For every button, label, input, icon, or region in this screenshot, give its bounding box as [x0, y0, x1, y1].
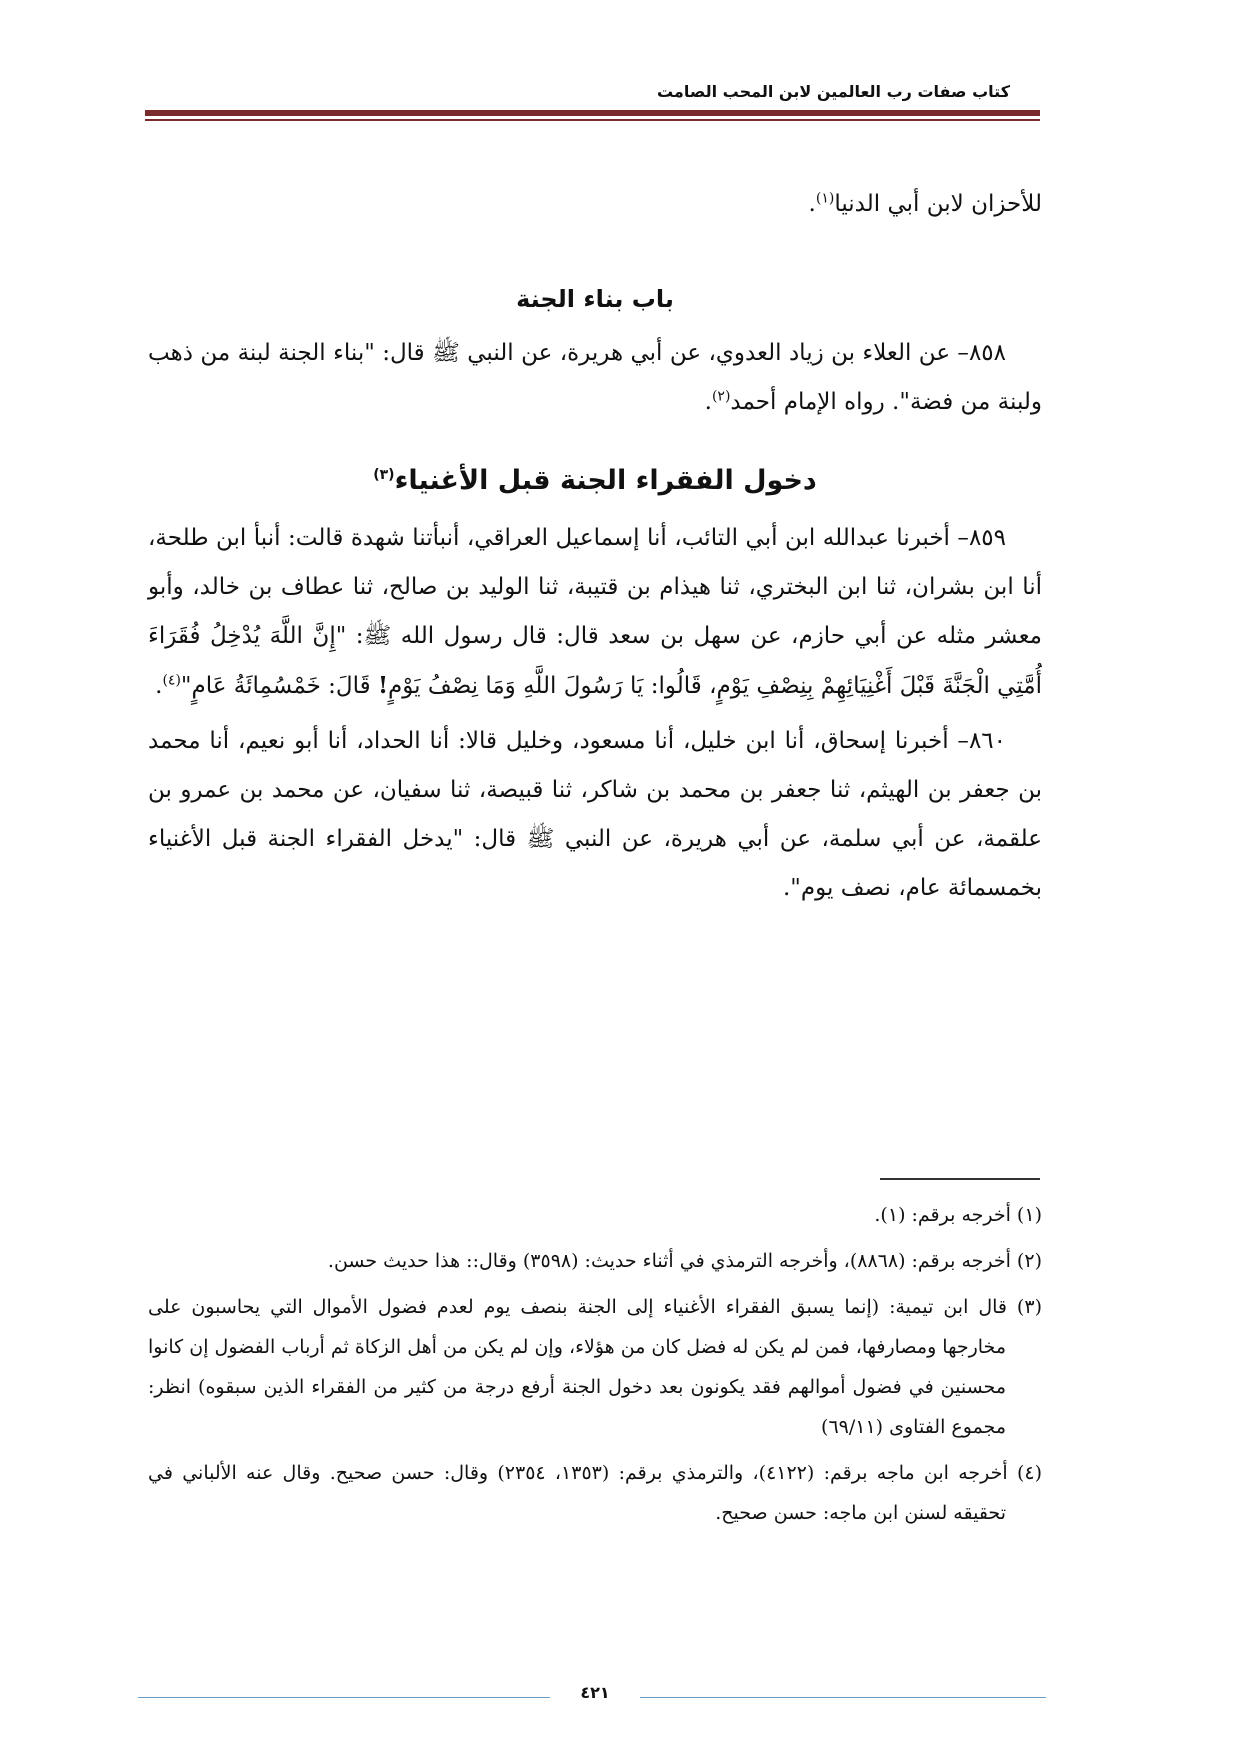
hadith-860: ٨٦٠– أخبرنا إسحاق، أنا ابن خليل، أنا مسعود، وخليل قالا: أنا الحداد، أنا أبو نعيم، أنا محمد بن جعفر بن الهيثم، ثنا جعفر بن محمد بن شاكر، ثنا قبيصة، ثنا سفيان، عن محمد بن عمرو بن علقمة، عن أبي سلمة، عن أبي هريرة، عن النبي ﷺ قال: "يدخل الفقراء الجنة قبل الأغنياء بخمسمائة عام، نصف يوم". [148, 728, 1043, 901]
section-heading-paradise-building: باب بناء الجنة [516, 285, 674, 313]
intro-paragraph [148, 180, 1042, 229]
hadith-859-text: ٨٥٩– أخبرنا عبدالله ابن أبي التائب، أنا إسماعيل العراقي، أنبأتنا شهدة قالت: أنبأ ابن طلحة، أنا ابن بشران، ثنا ابن البختري، ثنا هيذام بن قتيبة، ثنا الوليد بن صالح، ثنا عطاف بن خالد، وأبو معشر مثله عن أبي حازم، عن سهل بن سعد قال: قال رسول الله ﷺ: "إِنَّ اللَّهَ يُدْخِلُ فُقَرَاءَ أُمَّتِي الْجَنَّةَ قَبْلَ أَغْنِيَائِهِمْ بِنِصْفِ يَوْمٍ، قَالُوا: يَا رَسُولَ اللَّهِ وَمَا نِصْفُ يَوْمٍ [148, 525, 1042, 699]
hadith-858-text: ٨٥٨– عن العلاء بن زياد العدوي، عن أبي هريرة، عن النبي ﷺ قال: "بناء الجنة لبنة من ذهب ولبنة من فضة". رواه الإمام أحمد [148, 340, 1042, 415]
footer-rule-right [640, 1697, 1046, 1698]
footnote-ref-2: (٢) [711, 388, 731, 405]
hadith-858 [148, 329, 1042, 427]
footnote-ref-1: (١) [815, 190, 835, 207]
footnote-4: (٤) أخرجه ابن ماجه برقم: (٤١٢٢)، والترمذي برقم: (١٣٥٣، ٢٣٥٤) وقال: حسن صحيح. وقال عنه الألباني في تحقيقه لسنن ابن ماجه: حسن صحيح. [148, 1462, 1043, 1524]
footnote-2: (٢) أخرجه برقم: (٨٨٦٨)، وأخرجه الترمذي في أثناء حديث: (٣٥٩٨) وقال:: هذا حديث حسن. [327, 1250, 1042, 1272]
hadith-859-tail: قَالَ: خَمْسُمِائَةُ عَامٍ" [180, 673, 378, 699]
intro-text: للأحزان لابن أبي الدنيا [834, 191, 1042, 217]
hadith-859-exclamation: ! [377, 672, 389, 699]
footnote-ref-4: (٤) [162, 672, 181, 689]
footnote-ref-3: (٣) [373, 467, 395, 483]
footer-rule-left [138, 1697, 550, 1698]
page-number: ٤٢١ [580, 1683, 610, 1702]
running-header: كتاب صفات رب العالمين لابن المحب الصامت [656, 82, 1010, 101]
heading2-text: دخول الفقراء الجنة قبل الأغنياء [394, 465, 817, 496]
section-heading-poor-enter-first [148, 465, 1042, 496]
header-rule [145, 110, 1040, 116]
hadith-859-end: . [155, 673, 163, 699]
intro-end: . [808, 191, 816, 217]
footnote-3: (٣) قال ابن تيمية: (إنما يسبق الفقراء الأغنياء إلى الجنة بنصف يوم لعدم فضول الأموال التي يحاسبون على مخارجها ومصارفها، فمن لم يكن له فضل كان من هؤلاء، وإن لم يكن من أهل الزكاة ثم أرباب الفضول إن كانوا محسنين في فضول أموالهم فقد يكونون بعد دخول الجنة أرفع درجة من كثير من الفقراء الذين سبقوه) انظر: مجموع الفتاوى (٦٩/١١) [148, 1296, 1042, 1438]
hadith-859 [148, 514, 1042, 711]
footnote-1: (١) أخرجه برقم: (١). [874, 1204, 1042, 1226]
footnote-separator [880, 1178, 1040, 1180]
footnotes [148, 1195, 1042, 1539]
main-text [148, 180, 1042, 913]
header-rule-thin [145, 119, 1040, 121]
hadith-858-end: . [704, 389, 712, 415]
